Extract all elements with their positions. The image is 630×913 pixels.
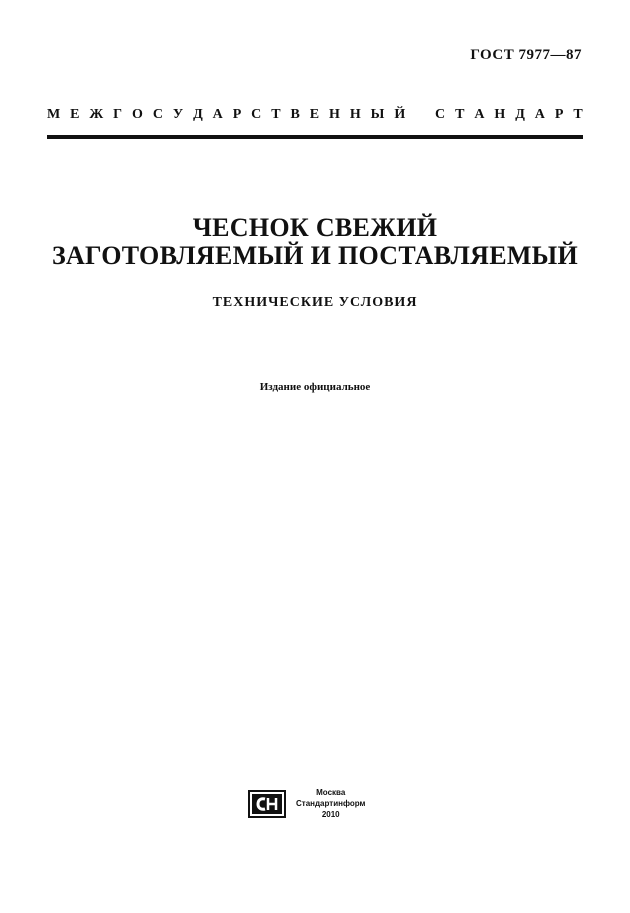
heading-letter: С (152, 107, 163, 122)
document-title (0, 214, 630, 270)
heading-letter: Й (394, 107, 406, 122)
heading-letter: Д (193, 107, 203, 122)
heading-letter: В (290, 107, 300, 122)
heading-letter: Е (309, 107, 320, 122)
standard-type-heading (47, 107, 583, 123)
heading-letter: А (474, 107, 485, 122)
publisher-block (248, 787, 365, 820)
publisher-name: Стандартинформ (296, 799, 366, 808)
heading-letter: С (435, 107, 446, 122)
edition-note: Издание официальное (259, 381, 371, 393)
heading-letter: Д (515, 107, 525, 122)
heading-letter: Р (232, 107, 242, 122)
heading-letter: А (212, 107, 223, 122)
title-line: ЗАГОТОВЛЯЕМЫЙ И ПОСТАВЛЯЕМЫЙ (51, 241, 579, 270)
heading-letter: Ж (89, 107, 104, 122)
publisher-year: 2010 (321, 810, 340, 819)
heading-letter: А (534, 107, 545, 122)
word-gap (415, 107, 425, 123)
heading-letter: Н (494, 107, 506, 122)
heading-letter: Н (349, 107, 361, 122)
heading-letter: М (47, 107, 61, 122)
standartinform-logo-icon (248, 790, 286, 818)
heading-letter: Т (573, 107, 583, 122)
document-subtitle: ТЕХНИЧЕСКИЕ УСЛОВИЯ (212, 295, 418, 310)
heading-letter: О (132, 107, 143, 122)
heading-letter: С (251, 107, 262, 122)
heading-letter: Р (554, 107, 564, 122)
header-rule (47, 135, 583, 139)
heading-letter: Т (455, 107, 465, 122)
publisher-city: Москва (316, 788, 346, 797)
title-line: ЧЕСНОК СВЕЖИЙ (192, 213, 438, 242)
document-number: ГОСТ 7977—87 (470, 47, 582, 63)
heading-letter: Н (329, 107, 340, 122)
heading-letter: У (172, 107, 184, 122)
publisher-text (296, 787, 365, 820)
heading-letter: Г (113, 107, 123, 122)
heading-letter: Т (271, 107, 281, 122)
heading-letter: Ы (370, 107, 385, 122)
heading-letter: Е (70, 107, 80, 122)
